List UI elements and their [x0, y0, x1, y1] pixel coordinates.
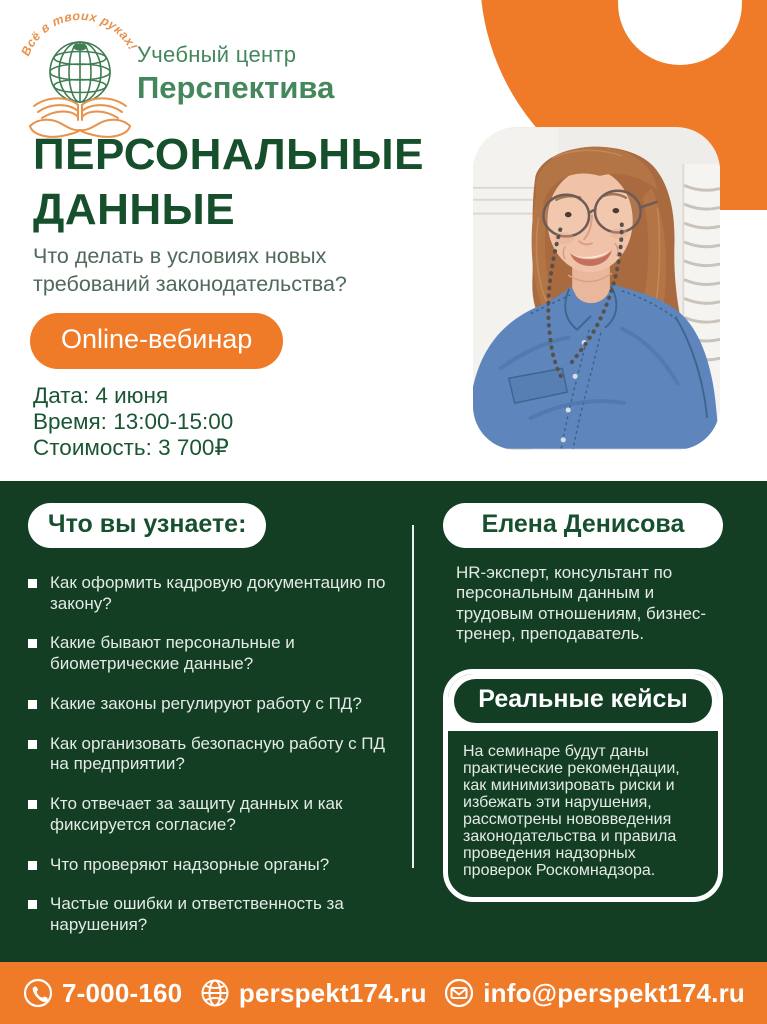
list-item — [28, 633, 393, 674]
square-bullet-icon — [28, 861, 37, 870]
square-bullet-icon — [28, 639, 37, 648]
page-title: ПЕРСОНАЛЬНЫЕ ДАННЫЕ — [33, 130, 424, 234]
website-url: perspekt174.ru — [238, 977, 427, 1008]
format-badge: Online-вебинар — [30, 313, 283, 369]
list-item — [28, 734, 393, 775]
list-item-text: Что проверяют надзорные органы? — [50, 854, 330, 874]
speaker-photo — [473, 127, 720, 450]
real-cases-body — [448, 731, 718, 897]
svg-text:Всё в твоих руках!: Всё в твоих руках! — [18, 8, 140, 58]
globe-icon — [199, 977, 231, 1009]
learn-heading: Что вы узнаете: — [28, 503, 266, 548]
website-contact[interactable] — [199, 977, 427, 1009]
square-bullet-icon — [28, 800, 37, 809]
learn-column — [28, 503, 393, 955]
list-item-text: Какие законы регулируют работу с ПД? — [50, 693, 362, 713]
email-address: info@perspekt174.ru — [483, 977, 745, 1008]
square-bullet-icon — [28, 700, 37, 709]
real-cases-header — [448, 674, 718, 731]
list-item-text: Как оформить кадровую документацию по закону? — [50, 573, 386, 613]
speaker-name: Елена Денисова — [443, 503, 723, 548]
email-contact[interactable] — [443, 977, 745, 1009]
envelope-icon — [443, 977, 475, 1009]
square-bullet-icon — [28, 900, 37, 909]
list-item-text: Частые ошибки и ответственность за нарушения? — [50, 894, 344, 935]
contact-footer — [0, 962, 767, 1024]
event-price: Стоимость: 3 700₽ — [33, 435, 229, 460]
real-cases-text: На семинаре будут даны практические рекомендации, как минимизировать риски и избежать эти нарушения, рассмотрены нововведения законодательства и правила проведения надзорных проверок Роскомнадзора. — [463, 742, 680, 879]
phone-contact[interactable] — [22, 977, 182, 1009]
list-item — [28, 894, 393, 935]
list-item — [28, 794, 393, 835]
square-bullet-icon — [28, 740, 37, 749]
hero-section — [0, 0, 767, 481]
event-time: Время: 13:00-15:00 — [33, 409, 234, 434]
list-item-text: Как организовать безопасную работу с ПД на предприятии? — [50, 733, 386, 774]
phone-number: 7-000-160 — [62, 977, 183, 1008]
list-item-text: Какие бывают персональные и биометрические данные? — [50, 633, 295, 674]
speaker-bio: HR-эксперт, консультант по персональным данным и трудовым отношениям, бизнес-тренер, преподаватель. — [456, 563, 707, 644]
list-item — [28, 855, 393, 876]
content-section — [0, 481, 767, 962]
list-item — [28, 694, 393, 715]
list-item-text: Кто отвечает за защиту данных и как фиксируется согласие? — [50, 794, 343, 834]
globe-book-hands-logo — [14, 6, 146, 141]
column-divider — [412, 525, 414, 868]
square-bullet-icon — [28, 579, 37, 588]
real-cases-box — [443, 669, 723, 902]
speaker-column — [443, 503, 723, 902]
real-cases-heading: Реальные кейсы — [454, 679, 712, 723]
phone-icon — [22, 977, 54, 1009]
brand-name-line2: Перспектива — [137, 70, 335, 105]
event-date: Дата: 4 июня — [33, 383, 169, 408]
brand-name-line1: Учебный центр — [137, 42, 297, 67]
event-details — [33, 383, 233, 461]
subtitle: Что делать в условиях новых требований законодательства? — [33, 244, 347, 297]
list-item — [28, 573, 393, 614]
learn-list — [28, 573, 393, 936]
